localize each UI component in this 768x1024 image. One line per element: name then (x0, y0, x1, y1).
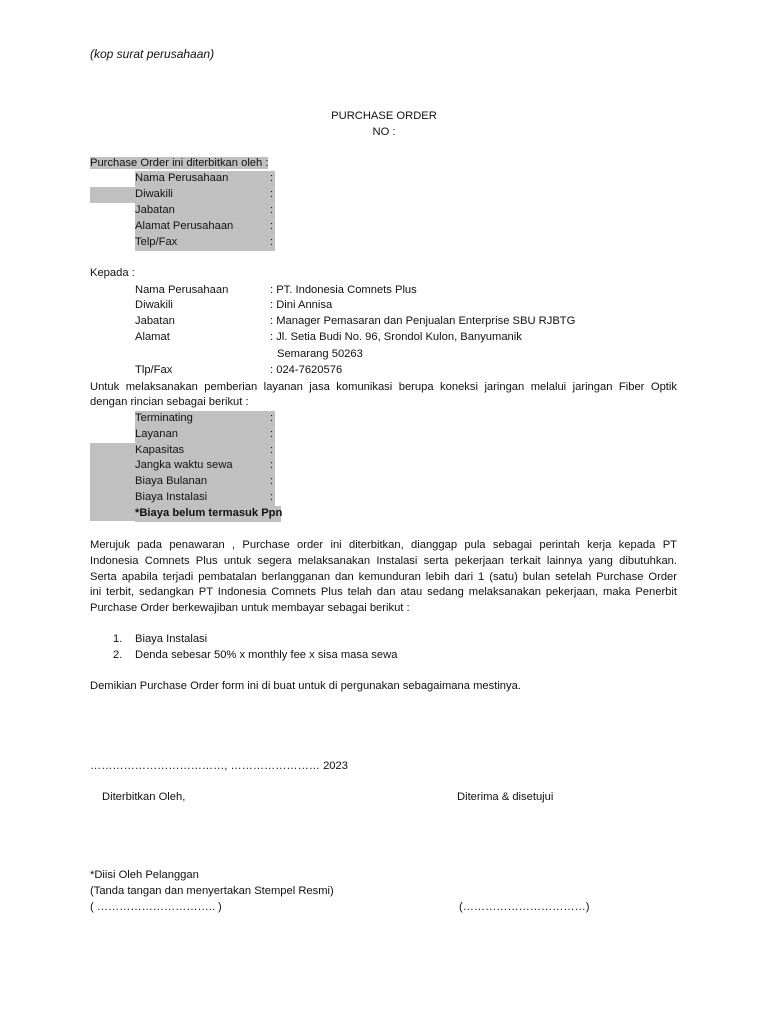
recipient-position-label: Jabatan (135, 315, 175, 327)
issuer-field-label: Jabatan (135, 203, 275, 219)
issuer-heading: Purchase Order ini diterbitkan oleh : (90, 157, 269, 169)
issuer-field-colon: : (270, 172, 274, 184)
service-field-colon: : (270, 459, 274, 471)
issuer-field-label: Telp/Fax (135, 235, 275, 251)
list-item-number: 1. (113, 633, 123, 645)
service-field-colon: : (270, 428, 274, 440)
service-field-colon: : (270, 491, 274, 503)
recipient-address-label: Alamat (135, 331, 170, 343)
recipient-row-address (0, 330, 768, 346)
body-line: Merujuk pada penawaran , Purchase order ini diterbitkan, dianggap pula sebagai perintah kerja kepada PT (90, 539, 677, 551)
list-item (0, 648, 768, 664)
service-field-row (0, 411, 768, 427)
issuer-field-row (0, 203, 768, 219)
recipient-signature-blank: (……………………………) (459, 901, 590, 913)
recipient-row-company (0, 283, 768, 299)
issuer-field-label: Nama Perusahaan (135, 171, 275, 187)
intro-line-1: Untuk melaksanakan pemberian layanan jasa komunikasi berupa koneksi jaringan melalui jaringan Fiber Optik (90, 381, 677, 393)
recipient-rep-value: : Dini Annisa (270, 299, 333, 311)
issuer-field-colon: : (270, 204, 274, 216)
ppn-note: *Biaya belum termasuk Ppn (135, 506, 281, 522)
issuer-field-colon: : (270, 220, 274, 232)
list-item-text: Denda sebesar 50% x monthly fee x sisa masa sewa (135, 649, 398, 661)
recipient-company-value: : PT. Indonesia Comnets Plus (270, 284, 417, 296)
issuer-field-row (0, 235, 768, 251)
recipient-address-value-2: Semarang 50263 (277, 348, 363, 360)
service-field-row (0, 474, 768, 490)
letterhead-note: (kop surat perusahaan) (90, 47, 215, 61)
issuer-signature-blank: ( ………………………….. ) (90, 901, 222, 913)
signature-note-2: (Tanda tangan dan menyertakan Stempel Resmi) (90, 885, 334, 897)
body-line: Serta apabila terjadi pembatalan berlangganan dan kemunduran lebih dari 1 (satu) bulan setelah Purchase Order (90, 571, 677, 583)
issuer-field-row (0, 187, 768, 203)
recipient-rep-label: Diwakili (135, 299, 173, 311)
service-field-label: Biaya Instalasi (135, 490, 275, 506)
list-item-number: 2. (113, 649, 123, 661)
issuer-field-label: Alamat Perusahaan (135, 219, 275, 235)
recipient-address-value: : Jl. Setia Budi No. 96, Srondol Kulon, Banyumanik (270, 331, 522, 343)
issuer-field-row (0, 171, 768, 187)
service-field-label: Jangka waktu sewa (135, 458, 275, 474)
service-field-label: Terminating (135, 411, 275, 427)
service-field-row (0, 443, 768, 459)
issuer-field-colon: : (270, 236, 274, 248)
service-field-colon: : (270, 412, 274, 424)
service-field-row (0, 458, 768, 474)
closing-statement: Demikian Purchase Order form ini di buat untuk di pergunakan sebagaimana mestinya. (90, 680, 521, 692)
issuer-field-row (0, 219, 768, 235)
recipient-position-value: : Manager Pemasaran dan Penjualan Enterprise SBU RJBTG (270, 315, 576, 327)
issued-by-label: Diterbitkan Oleh, (102, 791, 186, 803)
body-line: ini terbit, sedangkan PT Indonesia Comnets Plus telah dan atau sedang melaksanakan pekerjaan, maka Penerbit (90, 586, 677, 598)
recipient-heading: Kepada : (90, 267, 135, 279)
issuer-field-label: Diwakili (135, 187, 275, 203)
service-field-row (0, 490, 768, 506)
intro-line-2: dengan rincian sebagai berikut : (90, 396, 249, 408)
service-field-row (0, 427, 768, 443)
list-item-text: Biaya Instalasi (135, 633, 208, 645)
signature-note-1: *Diisi Oleh Pelanggan (90, 869, 199, 881)
list-item (0, 632, 768, 648)
received-by-label: Diterima & disetujui (457, 791, 554, 803)
po-number-label: NO : (372, 126, 396, 138)
recipient-row-phone (0, 363, 768, 379)
service-field-label: Layanan (135, 427, 275, 443)
recipient-row-rep (0, 298, 768, 314)
service-field-label: Kapasitas (135, 443, 275, 459)
recipient-phone-label: Tlp/Fax (135, 364, 173, 376)
body-line: Purchase Order berkewajiban untuk membayar sebagai berikut : (90, 602, 410, 614)
document-title: PURCHASE ORDER (331, 110, 437, 122)
service-field-colon: : (270, 475, 274, 487)
service-field-label: Biaya Bulanan (135, 474, 275, 490)
recipient-row-position (0, 314, 768, 330)
body-line: Indonesia Comnets Plus untuk segera melaksanakan Instalasi serta pekerjaan terkait lainnya yang dibutuhkan. (90, 555, 677, 567)
recipient-phone-value: : 024-7620576 (270, 364, 343, 376)
issuer-field-colon: : (270, 188, 274, 200)
date-line: ………………………………, …………………… 2023 (90, 760, 348, 772)
service-ppn-row (0, 506, 768, 522)
recipient-company-label: Nama Perusahaan (135, 284, 229, 296)
service-field-colon: : (270, 444, 274, 456)
